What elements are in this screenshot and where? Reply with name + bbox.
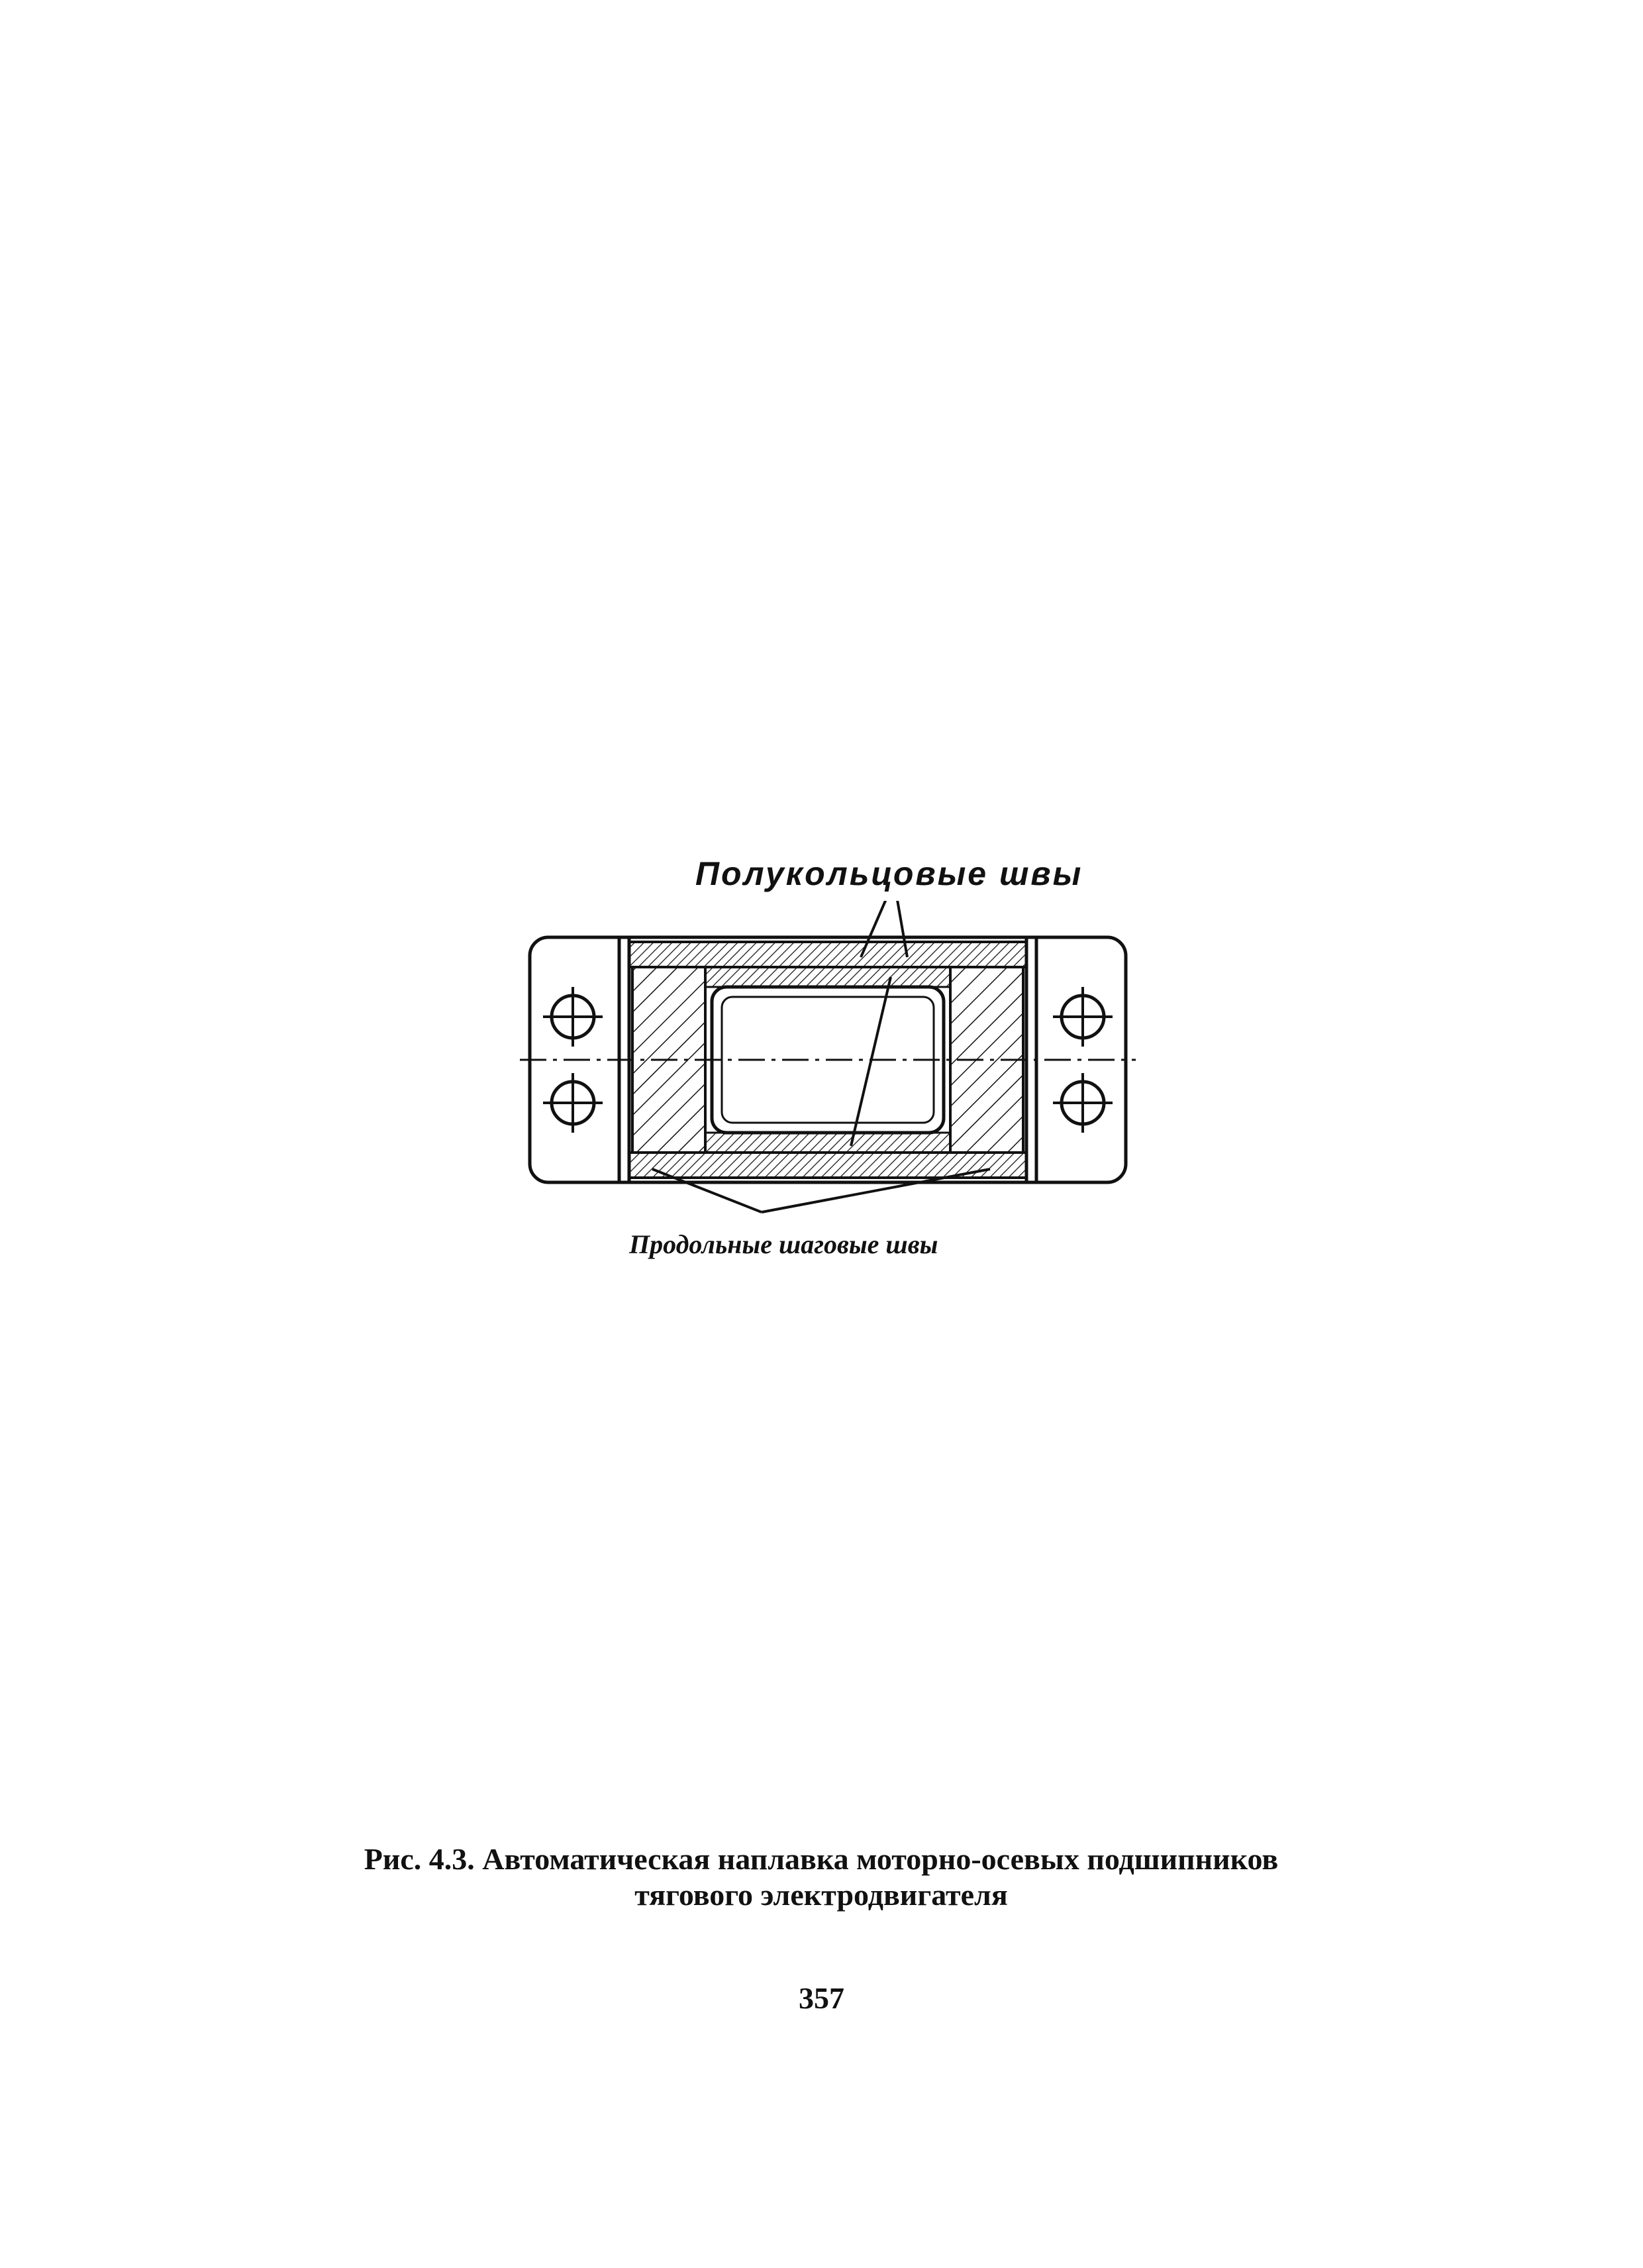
bolt-hole-bottom-right [1053, 1073, 1113, 1133]
inner-bottom-layer [705, 1133, 950, 1153]
bolt-hole-top-left [543, 987, 603, 1047]
page-number: 357 [799, 1981, 844, 2015]
top-weld-strip [629, 942, 1026, 967]
inner-top-layer [705, 967, 950, 987]
label-longitudinal-welds: Продольные шаговые швы [629, 1229, 938, 1259]
caption-line-1: Рис. 4.3. Автоматическая наплавка моторно-осевых подшипников [364, 1842, 1279, 1876]
bolt-hole-top-right [1053, 987, 1113, 1047]
figure-caption [159, 1841, 1483, 1913]
label-semi-ring-welds: Полукольцовые швы [695, 855, 1083, 892]
bolt-hole-bottom-left [543, 1073, 603, 1133]
caption-line-2: тягового электродвигателя [634, 1878, 1008, 1912]
bearing-drawing [517, 901, 1139, 1219]
